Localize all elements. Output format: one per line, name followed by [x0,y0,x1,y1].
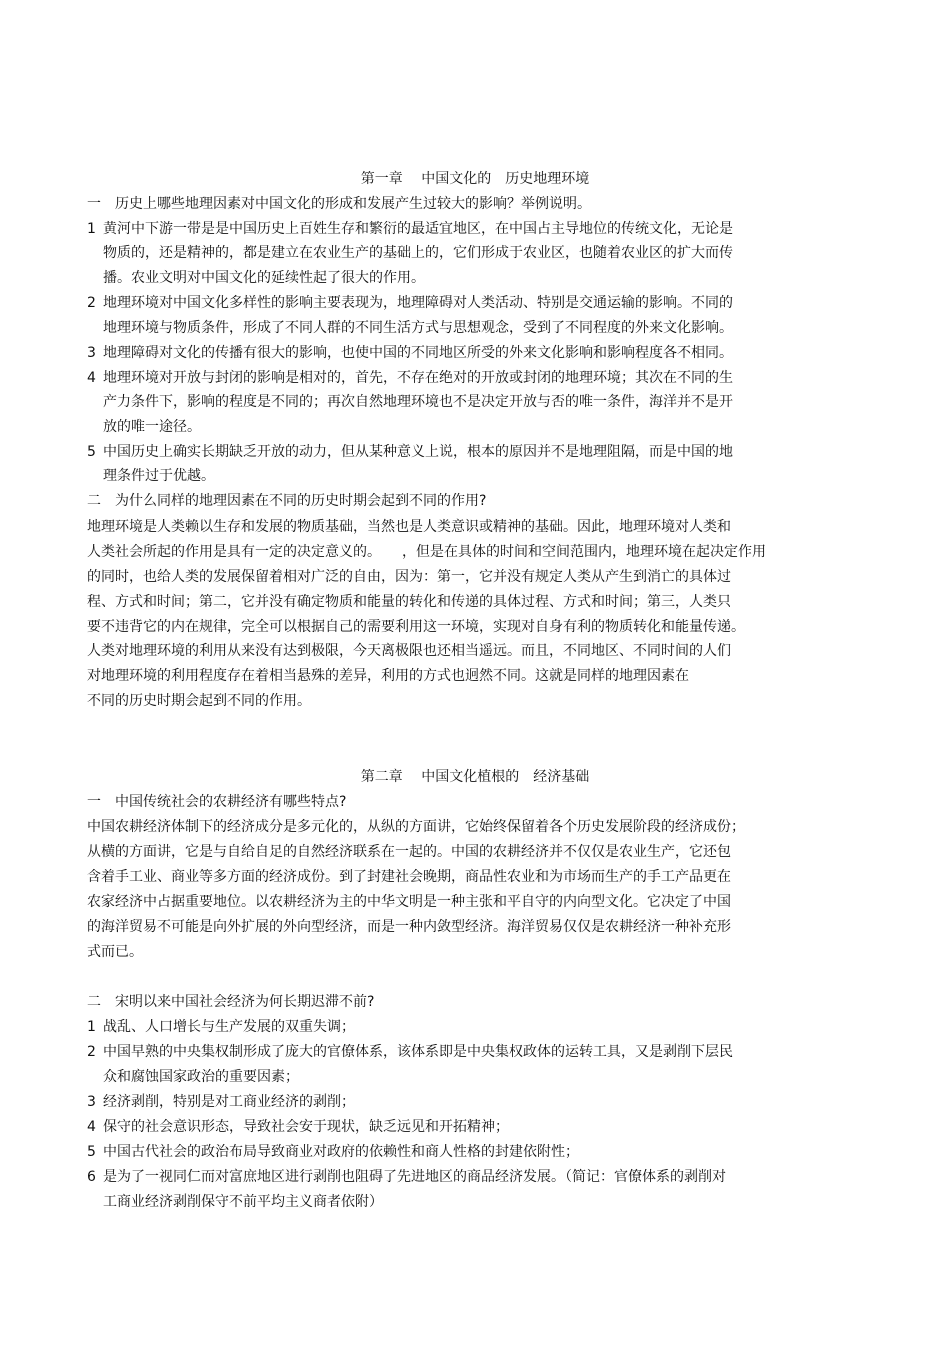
list-item [87,1017,355,1037]
item-text: 是为了一视同仁而对富庶地区进行剥削也阻碍了先进地区的商品经济发展。（简记：官僚体系的剥削对 [103,1169,726,1185]
list-item [87,293,733,313]
item-text: 地理环境与物质条件，形成了不同人群的不同生活方式与思想观念，受到了不同程度的外来文化影响。 [103,320,733,336]
item-text: 经济剥削，特别是对工商业经济的剥削； [103,1094,355,1110]
list-item [87,368,733,388]
item-text: 中国早熟的中央集权制形成了庞大的官僚体系，该体系即是中央集权政体的运转工具，又是剥削下层民 [103,1044,733,1060]
paragraph-line: 农家经济中占据重要地位。以农耕经济为主的中华文明是一种主张和平自守的内向型文化。它决定了中国 [87,894,731,910]
chapter-2-question-2: 二 宋明以来中国社会经济为何长期迟滞不前? [87,994,375,1010]
item-text: 地理环境对开放与封闭的影响是相对的，首先，不存在绝对的开放或封闭的地理环境；其次在不同的生 [103,370,733,386]
paragraph-line: 人类社会所起的作用是具有一定的决定意义的。 ，但是在具体的时间和空间范围内，地理环境在起决定作用 [87,544,766,560]
list-item [87,1142,579,1162]
paragraph-line: 对地理环境的利用程度存在着相当悬殊的差异，利用的方式也迥然不同。这就是同样的地理因素在 [87,668,689,684]
item-number: 5 [87,444,96,460]
list-item [87,1042,733,1062]
paragraph-line: 式而已。 [87,944,143,960]
chapter-2-question-1: 一 中国传统社会的农耕经济有哪些特点? [87,794,347,810]
item-text: 众和腐蚀国家政治的重要因素； [103,1069,299,1085]
list-item [87,1117,509,1137]
paragraph-line: 程、方式和时间；第二，它并没有确定物质和能量的转化和传递的具体过程、方式和时间；第三，人类只 [87,594,731,610]
paragraph-line: 地理环境是人类赖以生存和发展的物质基础，当然也是人类意识或精神的基础。因此，地理环境对人类和 [87,519,731,535]
paragraph-line: 要不违背它的内在规律，完全可以根据自己的需要利用这一环境，实现对自身有利的物质转化和能量传递。 [87,619,745,635]
item-number: 4 [87,370,96,386]
item-number: 1 [87,221,96,237]
item-text: 中国古代社会的政治布局导致商业对政府的依赖性和商人性格的封建依附性； [103,1144,579,1160]
list-item [87,1167,726,1187]
item-number: 6 [87,1169,96,1185]
item-text: 物质的，还是精神的，都是建立在农业生产的基础上的，它们形成于农业区，也随着农业区的扩大而传 [103,245,733,261]
list-item [87,343,733,363]
paragraph-line: 人类对地理环境的利用从来没有达到极限，今天离极限也还相当遥远。而且，不同地区、不同时间的人们 [87,643,731,659]
item-number: 2 [87,1044,96,1060]
paragraph-line: 含着手工业、商业等多方面的经济成份。到了封建社会晚期，商品性农业和为市场而生产的手工产品更在 [87,869,731,885]
item-text: 播。农业文明对中国文化的延续性起了很大的作用。 [103,270,425,286]
list-item [87,1092,355,1112]
paragraph-line: 不同的历史时期会起到不同的作用。 [87,693,311,709]
item-text: 保守的社会意识形态，导致社会安于现状，缺乏远见和开拓精神； [103,1119,509,1135]
item-text: 战乱、人口增长与生产发展的双重失调； [103,1019,355,1035]
item-text: 理条件过于优越。 [103,468,215,484]
paragraph-line: 从横的方面讲，它是与自给自足的自然经济联系在一起的。中国的农耕经济并不仅仅是农业生产，它还包 [87,844,731,860]
item-number: 5 [87,1144,96,1160]
item-number: 1 [87,1019,96,1035]
paragraph-line: 中国农耕经济体制下的经济成分是多元化的，从纵的方面讲，它始终保留着各个历史发展阶段的经济成份； [87,819,745,835]
chapter-1-title: 第一章 中国文化的 历史地理环境 [360,171,590,187]
item-text: 产力条件下，影响的程度是不同的；再次自然地理环境也不是决定开放与否的唯一条件，海洋并不是开 [103,394,733,410]
item-number: 2 [87,295,96,311]
paragraph-line: 的海洋贸易不可能是向外扩展的外向型经济，而是一种内敛型经济。海洋贸易仅仅是农耕经济一种补充形 [87,919,731,935]
item-text: 放的唯一途径。 [103,419,201,435]
list-item [87,219,733,239]
item-number: 3 [87,345,96,361]
item-number: 4 [87,1119,96,1135]
item-text: 黄河中下游一带是是中国历史上百姓生存和繁衍的最适宜地区，在中国占主导地位的传统文化，无论是 [103,221,733,237]
chapter-2-title: 第二章 中国文化植根的 经济基础 [360,769,590,785]
chapter-1-question-1: 一 历史上哪些地理因素对中国文化的形成和发展产生过较大的影响？举例说明。 [87,196,591,212]
chapter-1-question-2: 二 为什么同样的地理因素在不同的历史时期会起到不同的作用? [87,493,487,509]
item-text: 中国历史上确实长期缺乏开放的动力，但从某种意义上说，根本的原因并不是地理阻隔，而是中国的地 [103,444,733,460]
list-item [87,442,733,462]
item-text: 工商业经济剥削保守不前平均主义商者依附） [103,1194,383,1210]
item-number: 3 [87,1094,96,1110]
item-text: 地理障碍对文化的传播有很大的影响，也使中国的不同地区所受的外来文化影响和影响程度各不相同。 [103,345,733,361]
paragraph-line: 的同时，也给人类的发展保留着相对广泛的自由，因为：第一，它并没有规定人类从产生到消亡的具体过 [87,569,731,585]
item-text: 地理环境对中国文化多样性的影响主要表现为，地理障碍对人类活动、特别是交通运输的影响。不同的 [103,295,733,311]
